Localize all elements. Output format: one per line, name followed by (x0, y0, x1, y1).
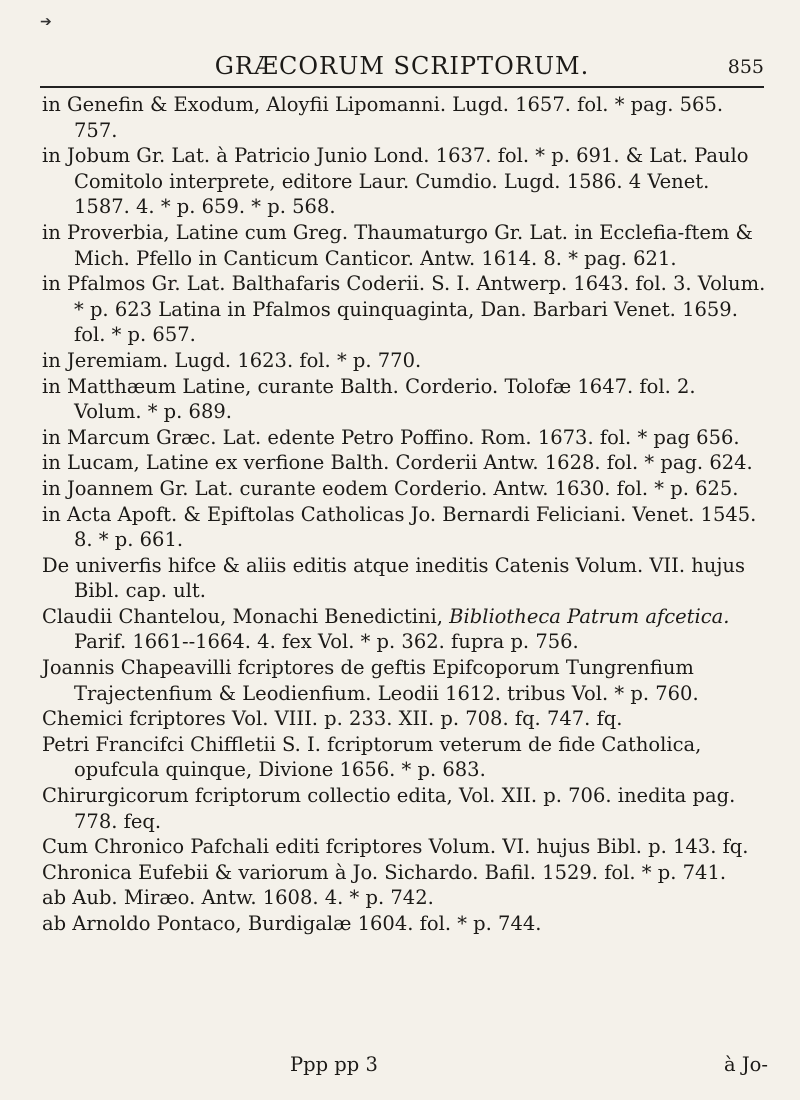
entry-chantelou-imprint: Parif. 1661--1664. 4. fex Vol. * p. 362. fupra p. 756. (74, 630, 579, 654)
page-header (40, 52, 764, 84)
entry-miraeo: ab Aub. Miræo. Antw. 1608. 4. * p. 742. (42, 886, 434, 910)
entry-catenae-note: De univerfis hifce & aliis editis atque ineditis Catenis Volum. VII. hujus Bibl. cap. ult. (42, 553, 745, 603)
catalog-entries (42, 92, 768, 937)
entry-job: in Jobum Gr. Lat. à Patricio Junio Lond. 1637. fol. * p. 691. & Lat. Paulo Comitolo interprete, editore Laur. Cumdio. Lugd. 1586. 4 Venet. 1587. 4. * p. 659. * p. 568. (42, 144, 749, 219)
entry-chantelou (42, 604, 768, 655)
page-footer (42, 1053, 768, 1081)
entry-mark: in Marcum Græc. Lat. edente Petro Poffino. Rom. 1673. fol. * pag 656. (42, 425, 740, 449)
entry-genesis: in Genefin & Exodum, Aloyfii Lipomanni. Lugd. 1657. fol. * pag. 565. 757. (42, 93, 724, 142)
running-title: GRÆCORUM SCRIPTORUM. (214, 52, 590, 80)
catchword: à Jo- (724, 1053, 768, 1076)
entry-john: in Joannem Gr. Lat. curante eodem Corderio. Antw. 1630. fol. * p. 625. (42, 476, 739, 500)
entry-chiffletii: Petri Francifci Chiffletii S. I. fcriptorum veterum de fide Catholica, opufcula quinque, Divione 1656. * p. 683. (42, 732, 702, 782)
entry-chantelou-author: Claudii Chantelou, Monachi Benedictini, (42, 604, 450, 628)
corner-arrow-mark: ➔ (40, 14, 52, 30)
entry-chapeavilli: Joannis Chapeavilli fcriptores de geftis Epifcoporum Tungrenfium Trajectenfium & Leodienfium. Leodii 1612. tribus Vol. * p. 760. (42, 656, 699, 705)
entry-proverbs: in Proverbia, Latine cum Greg. Thaumaturgo Gr. Lat. in Ecclefia-ftem & Mich. Pfello in Canticum Canticor. Antw. 1614. 8. * pag. 621. (42, 220, 753, 270)
entry-psalms: in Pfalmos Gr. Lat. Balthafaris Coderii. S. I. Antwerp. 1643. fol. 3. Volum. * p. 623 Latina in Pfalmos quinquaginta, Dan. Barbari Venet. 1659. fol. * p. 657. (42, 272, 766, 347)
entry-matthew: in Matthæum Latine, curante Balth. Corderio. Tolofæ 1647. fol. 2. Volum. * p. 689. (42, 374, 696, 424)
entry-acts: in Acta Apoft. & Epiftolas Catholicas Jo. Bernardi Feliciani. Venet. 1545. 8. * p. 661. (42, 502, 757, 552)
page-number: 855 (727, 56, 764, 78)
signature-mark: Ppp pp 3 (290, 1053, 378, 1076)
entry-jeremiah: in Jeremiam. Lugd. 1623. fol. * p. 770. (42, 348, 422, 372)
entry-chronica-eusebii: Chronica Eufebii & variorum à Jo. Sichardo. Bafil. 1529. fol. * p. 741. (42, 860, 727, 884)
entry-chirurgicorum: Chirurgicorum fcriptorum collectio edita, Vol. XII. p. 706. inedita pag. 778. feq. (42, 784, 736, 833)
entry-chronico-paschali: Cum Chronico Pafchali editi fcriptores Volum. VI. hujus Bibl. p. 143. fq. (42, 835, 749, 859)
entry-chantelou-title: Bibliotheca Patrum afcetica. (449, 604, 730, 628)
header-rule (40, 86, 764, 88)
entry-luke: in Lucam, Latine ex verfione Balth. Corderii Antw. 1628. fol. * pag. 624. (42, 451, 753, 475)
entry-pontaco: ab Arnoldo Pontaco, Burdigalæ 1604. fol. * p. 744. (42, 912, 542, 935)
entry-chemici: Chemici fcriptores Vol. VIII. p. 233. XII. p. 708. fq. 747. fq. (42, 707, 623, 731)
